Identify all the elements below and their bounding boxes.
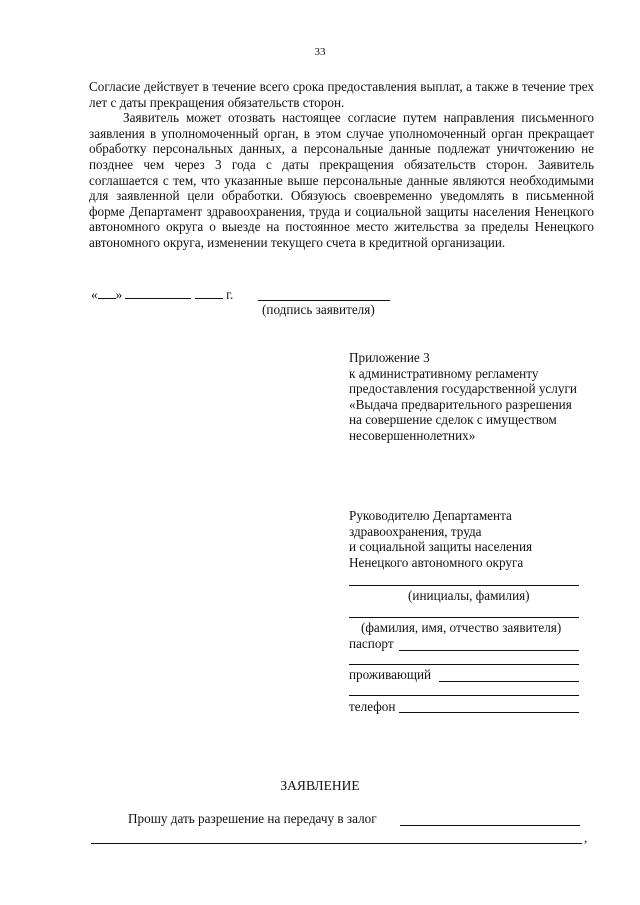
- consent-text: [89, 79, 594, 251]
- appendix-line: на совершение сделок с имуществом: [349, 412, 557, 428]
- statement-comma: ,: [584, 830, 588, 845]
- phone-label: телефон: [349, 699, 396, 714]
- applicant-name-line[interactable]: [349, 617, 579, 618]
- appendix-line: Приложение 3: [349, 350, 430, 365]
- initials-caption: (инициалы, фамилия): [408, 588, 530, 603]
- passport-label: паспорт: [349, 636, 394, 651]
- page-number: 33: [314, 46, 326, 58]
- date-close-quote: »: [115, 287, 123, 302]
- addressee-line: и социальной защиты населения: [349, 539, 533, 555]
- date-year-blank[interactable]: [195, 286, 223, 299]
- appendix-line: «Выдача предварительного разрешения: [349, 396, 572, 412]
- initials-line[interactable]: [349, 585, 579, 586]
- consent-paragraph-2: Заявитель может отозвать настоящее согласие путем направления письменного заявления в уполномоченный орган, в этом случае уполномоченный орган прекращает обработку персональных данных, а персональные данные подлежат уничтожению не позднее чем через 3 года с даты прекращения обязательств сторон. Заявитель соглашается с тем, что указанные выше персональные данные являются необходимыми для заявленной цели обработки. Обязуюсь своевременно уведомлять в письменной форме Департамент здравоохранения, труда и социальной защиты населения Ненецкого автономного округа о выезде на постоянное место жительства за пределы Ненецкого автономного округа, изменении текущего счета в кредитной организации.: [89, 110, 594, 250]
- addressee-block: [349, 508, 532, 570]
- residing-extra-line[interactable]: [349, 695, 579, 696]
- date-month-blank[interactable]: [125, 286, 191, 299]
- signature-line[interactable]: [258, 300, 390, 301]
- passport-input-line[interactable]: [399, 650, 579, 651]
- appendix-line: несовершеннолетних»: [349, 427, 476, 443]
- date-year-suffix: г.: [226, 287, 234, 302]
- appendix-line: к административному регламенту: [349, 365, 539, 381]
- addressee-line: Ненецкого автономного округа: [349, 554, 524, 570]
- date-line: [91, 286, 233, 303]
- addressee-line: здравоохранения, труда: [349, 523, 482, 539]
- appendix-block: [349, 350, 577, 444]
- signature-caption: (подпись заявителя): [262, 302, 375, 317]
- appendix-line: предоставления государственной услуги: [349, 381, 577, 397]
- phone-input-line[interactable]: [399, 712, 579, 713]
- date-day-blank[interactable]: [98, 286, 116, 299]
- statement-title: ЗАЯВЛЕНИЕ: [280, 778, 360, 793]
- residing-input-line[interactable]: [439, 681, 579, 682]
- pledge-object-continued-line[interactable]: [91, 843, 582, 844]
- residing-label: проживающий: [349, 667, 432, 682]
- applicant-name-caption: (фамилия, имя, отчество заявителя): [361, 620, 562, 635]
- consent-paragraph-1: Согласие действует в течение всего срока предоставления выплат, а также в течение трех лет с даты прекращения обязательств сторон.: [89, 79, 594, 110]
- date-open-quote: «: [91, 287, 98, 302]
- statement-request: Прошу дать разрешение на передачу в залог: [128, 811, 377, 826]
- addressee-line: Руководителю Департамента: [349, 508, 512, 523]
- passport-extra-line[interactable]: [349, 664, 579, 665]
- pledge-object-line[interactable]: [400, 825, 580, 826]
